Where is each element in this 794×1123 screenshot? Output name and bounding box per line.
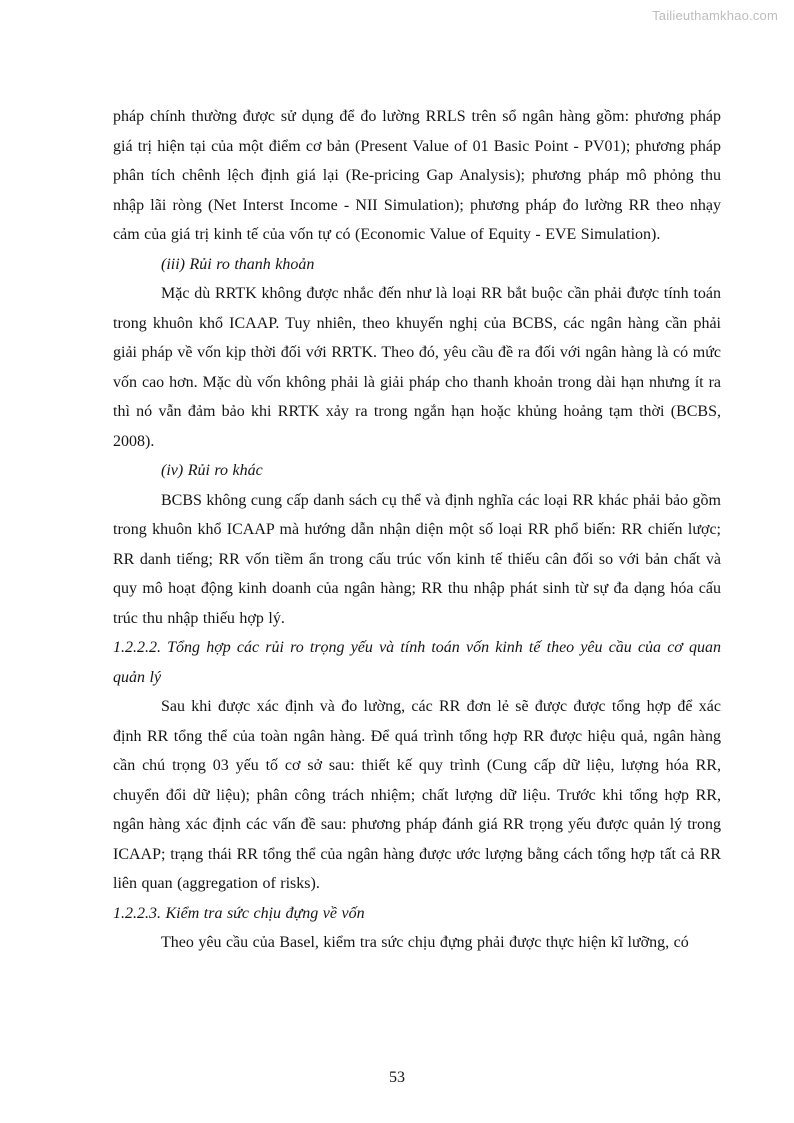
paragraph-liquidity-risk: Mặc dù RRTK không được nhắc đến như là loại RR bắt buộc cần phải được tính toán trong khuôn khổ ICAAP. Tuy nhiên, theo khuyến nghị của BCBS, các ngân hàng cần phải giải pháp về vốn kịp thời đối với RRTK. Theo đó, yêu cầu đề ra đối với ngân hàng là có mức vốn cao hơn. Mặc dù vốn không phải là giải pháp cho thanh khoản trong dài hạn nhưng ít ra thì nó vẫn đảm bảo khi RRTK xảy ra trong ngắn hạn hoặc khủng hoảng tạm thời (BCBS, 2008). (113, 285, 721, 450)
paragraph-risk-aggregation: Sau khi được xác định và đo lường, các RR đơn lẻ sẽ được được tổng hợp để xác định RR tổng thể của toàn ngân hàng. Để quá trình tổng hợp RR được hiệu quả, ngân hàng cần chú trọng 03 yếu tố cơ sở sau: thiết kế quy trình (Cung cấp dữ liệu, lượng hóa RR, chuyển đổi dữ liệu); phân công trách nhiệm; chất lượng dữ liệu. Trước khi tổng hợp RR, ngân hàng xác định các vấn đề sau: phương pháp đánh giá RR trọng yếu được quản lý trong ICAAP; trạng thái RR tổng thể của ngân hàng được ước lượng bằng cách tổng hợp tất cả RR liên quan (aggregation of risks). (113, 698, 721, 892)
page-content (113, 102, 721, 958)
paragraph-stress-testing: Theo yêu cầu của Basel, kiểm tra sức chịu đựng phải được thực hiện kĩ lưỡng, có (161, 934, 689, 951)
paragraph-measurement-methods: pháp chính thường được sử dụng để đo lường RRLS trên sổ ngân hàng gồm: phương pháp giá trị hiện tại của một điểm cơ bản (Present Value of 01 Basic Point - PV01); phương pháp phân tích chênh lệch định giá lại (Re-pricing Gap Analysis); phương pháp mô phỏng thu nhập lãi ròng (Net Interst Income - NII Simulation); phương pháp đo lường RR theo nhạy cảm của giá trị kinh tế của vốn tự có (Economic Value of Equity - EVE Simulation). (113, 108, 721, 243)
subheading-liquidity-risk: (iii) Rủi ro thanh khoản (161, 255, 315, 273)
paragraph-other-risks: BCBS không cung cấp danh sách cụ thể và định nghĩa các loại RR khác phải bảo gồm trong khuôn khổ ICAAP mà hướng dẫn nhận diện một số loại RR phổ biến: RR chiến lược; RR danh tiếng; RR vốn tiềm ẩn trong cấu trúc vốn kinh tế thiếu cân đối so với bản chất và quy mô hoạt động kinh doanh của ngân hàng; RR thu nhập phát sinh từ sự đa dạng hóa cấu trúc thu nhập thiếu hợp lý. (113, 491, 721, 627)
page-number: 53 (389, 1069, 405, 1086)
section-heading-1-2-2-3: 1.2.2.3. Kiểm tra sức chịu đựng về vốn (113, 904, 365, 922)
section-heading-1-2-2-2: 1.2.2.2. Tổng hợp các rủi ro trọng yếu và tính toán vốn kinh tế theo yêu cầu của cơ quan quản lý (113, 639, 721, 686)
subheading-other-risks: (iv) Rủi ro khác (161, 462, 263, 479)
watermark-site-label: Tailieuthamkhao.com (652, 8, 778, 23)
